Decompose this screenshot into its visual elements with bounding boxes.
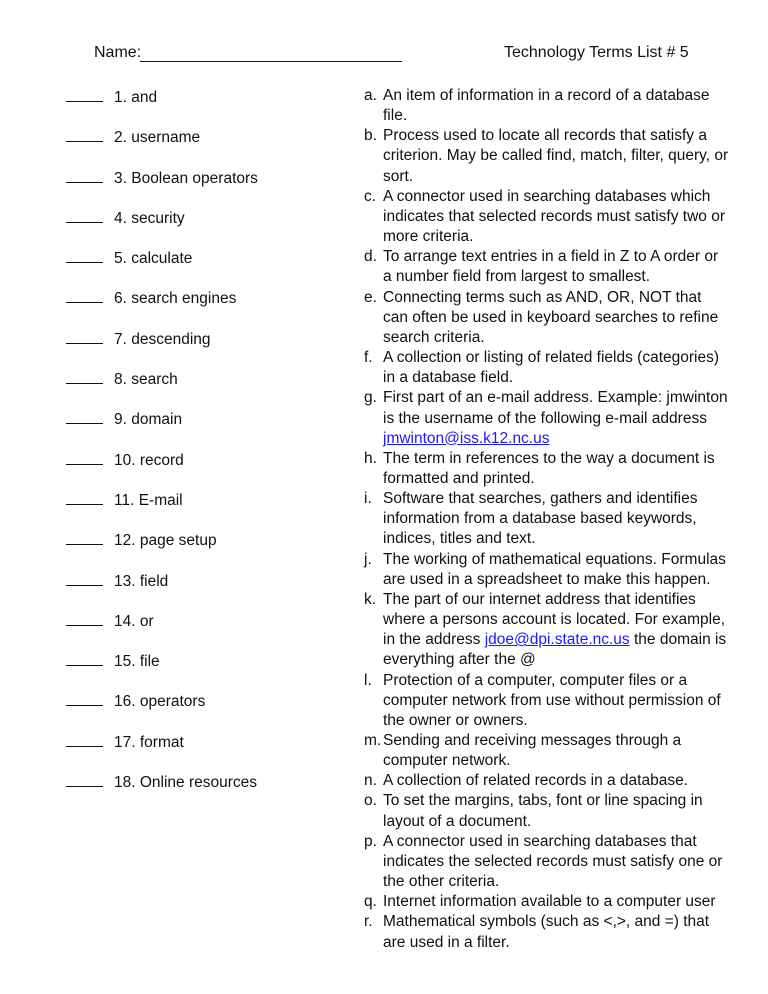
term-label: 11. E-mail bbox=[114, 491, 183, 509]
definition-item bbox=[364, 187, 729, 247]
answer-blank[interactable] bbox=[66, 207, 103, 223]
list-title: Technology Terms List # 5 bbox=[504, 44, 689, 61]
term-item bbox=[66, 771, 316, 811]
definition-item bbox=[364, 126, 729, 186]
definition-letter: d. bbox=[364, 248, 377, 266]
answer-blank[interactable] bbox=[66, 287, 103, 303]
term-item bbox=[66, 167, 316, 207]
email-link[interactable]: jmwinton@iss.k12.nc.us bbox=[383, 429, 550, 447]
definition-letter: k. bbox=[364, 590, 377, 608]
term-label: 2. username bbox=[114, 129, 201, 147]
definition-item bbox=[364, 892, 729, 912]
term-label: 3. Boolean operators bbox=[114, 169, 258, 187]
term-item bbox=[66, 408, 316, 448]
term-item bbox=[66, 449, 316, 489]
definition-letter: m. bbox=[364, 732, 382, 749]
name-blank-line[interactable] bbox=[140, 61, 402, 62]
term-item bbox=[66, 610, 316, 650]
term-label: 12. page setup bbox=[114, 532, 217, 550]
definition-item bbox=[364, 449, 729, 489]
definition-item bbox=[364, 348, 729, 388]
answer-blank[interactable] bbox=[66, 86, 103, 102]
definition-letter: f. bbox=[364, 349, 373, 367]
term-item bbox=[66, 368, 316, 408]
term-label: 15. file bbox=[114, 653, 160, 671]
term-label: 5. calculate bbox=[114, 250, 193, 268]
definition-text: Sending and receiving messages through a computer network. bbox=[383, 732, 682, 770]
definition-item bbox=[364, 731, 729, 771]
term-label: 17. format bbox=[114, 733, 184, 751]
term-item bbox=[66, 731, 316, 771]
answer-blank[interactable] bbox=[66, 690, 103, 706]
term-label: 7. descending bbox=[114, 330, 211, 348]
definition-item bbox=[364, 550, 729, 590]
definition-text: Protection of a computer, computer files or a computer network from use without permission of the owner or owners. bbox=[383, 671, 721, 729]
definition-letter: h. bbox=[364, 449, 377, 467]
answer-blank[interactable] bbox=[66, 529, 103, 545]
definition-letter: j. bbox=[364, 550, 372, 568]
definition-text-continued: the domain is everything after the @ bbox=[383, 631, 727, 669]
term-item bbox=[66, 529, 316, 569]
definition-text: To set the margins, tabs, font or line spacing in layout of a document. bbox=[383, 792, 703, 830]
definition-letter: n. bbox=[364, 772, 377, 790]
definition-letter: o. bbox=[364, 792, 377, 810]
answer-blank[interactable] bbox=[66, 126, 103, 142]
term-item bbox=[66, 126, 316, 166]
term-item bbox=[66, 489, 316, 529]
term-item bbox=[66, 328, 316, 368]
definition-letter: i. bbox=[364, 490, 372, 508]
definition-text: The part of our internet address that identifies where a persons account is located. For example, in the address bbox=[383, 590, 726, 649]
definition-letter: b. bbox=[364, 127, 377, 145]
definition-item bbox=[364, 832, 729, 892]
definition-item bbox=[364, 590, 729, 671]
term-label: 13. field bbox=[114, 572, 169, 590]
definition-text: Software that searches, gathers and identifies information from a database based keywords, indices, titles and text. bbox=[383, 490, 698, 548]
definition-item bbox=[364, 671, 729, 731]
definition-text: An item of information in a record of a database file. bbox=[383, 87, 710, 125]
definition-item bbox=[364, 247, 729, 287]
definition-item bbox=[364, 489, 729, 549]
definition-text: The working of mathematical equations. Formulas are used in a spreadsheet to make this happen. bbox=[383, 550, 726, 588]
term-label: 14. or bbox=[114, 612, 154, 630]
term-label: 6. search engines bbox=[114, 290, 237, 308]
definition-item bbox=[364, 388, 729, 448]
term-label: 16. operators bbox=[114, 693, 206, 711]
answer-blank[interactable] bbox=[66, 650, 103, 666]
definition-text: A connector used in searching databases that indicates the selected records must satisfy one or the other criteria. bbox=[383, 832, 723, 891]
definition-item bbox=[364, 86, 729, 126]
definition-item bbox=[364, 288, 729, 348]
answer-blank[interactable] bbox=[66, 489, 103, 505]
term-item bbox=[66, 650, 316, 690]
term-item bbox=[66, 247, 316, 287]
definition-letter: p. bbox=[364, 832, 377, 850]
term-label: 8. search bbox=[114, 371, 178, 389]
term-item bbox=[66, 86, 316, 126]
answer-blank[interactable] bbox=[66, 328, 103, 344]
term-label: 9. domain bbox=[114, 411, 183, 429]
definition-text: The term in references to the way a document is formatted and printed. bbox=[383, 449, 715, 487]
definition-text: Connecting terms such as AND, OR, NOT that can often be used in keyboard searches to refine search criteria. bbox=[383, 288, 719, 346]
email-link[interactable]: jdoe@dpi.state.nc.us bbox=[484, 631, 630, 649]
definition-letter: c. bbox=[364, 187, 377, 205]
definition-letter: q. bbox=[364, 893, 377, 911]
term-label: 4. security bbox=[114, 209, 185, 227]
definition-text: A collection or listing of related fields (categories) in a database field. bbox=[383, 349, 719, 387]
terms-list bbox=[66, 86, 316, 811]
definition-letter: l. bbox=[364, 671, 372, 689]
definition-letter: r. bbox=[364, 913, 373, 931]
definition-text: Internet information available to a computer user bbox=[383, 893, 716, 911]
term-item bbox=[66, 690, 316, 730]
definition-letter: g. bbox=[364, 389, 377, 407]
term-item bbox=[66, 207, 316, 247]
answer-blank[interactable] bbox=[66, 570, 103, 586]
worksheet-header bbox=[0, 44, 768, 66]
term-label: 1. and bbox=[114, 89, 158, 106]
term-label: 10. record bbox=[114, 451, 184, 469]
term-item bbox=[66, 570, 316, 610]
answer-blank[interactable] bbox=[66, 408, 103, 424]
definition-text: First part of an e-mail address. Example: jmwinton is the username of the following e-mail address bbox=[383, 389, 728, 427]
name-label: Name: bbox=[94, 44, 142, 61]
definition-text: To arrange text entries in a field in Z to A order or a number field from largest to smallest. bbox=[383, 248, 719, 286]
answer-blank[interactable] bbox=[66, 610, 103, 626]
definition-item bbox=[364, 771, 729, 791]
answer-blank[interactable] bbox=[66, 247, 103, 263]
term-item bbox=[66, 287, 316, 327]
definition-text: Process used to locate all records that satisfy a criterion. May be called find, match, filter, query, or sort. bbox=[383, 127, 729, 185]
definition-item bbox=[364, 912, 729, 952]
answer-blank[interactable] bbox=[66, 368, 103, 384]
definition-letter: e. bbox=[364, 288, 377, 306]
definition-item bbox=[364, 791, 729, 831]
definitions-list bbox=[364, 86, 729, 953]
term-label: 18. Online resources bbox=[114, 774, 258, 792]
answer-blank[interactable] bbox=[66, 167, 103, 183]
definition-text: A collection of related records in a database. bbox=[383, 772, 689, 790]
answer-blank[interactable] bbox=[66, 771, 103, 787]
definition-letter: a. bbox=[364, 87, 377, 104]
answer-blank[interactable] bbox=[66, 731, 103, 747]
definition-text: A connector used in searching databases which indicates that selected records must satisfy two or more criteria. bbox=[383, 187, 726, 246]
definition-text: Mathematical symbols (such as <,>, and =) that are used in a filter. bbox=[383, 913, 710, 951]
answer-blank[interactable] bbox=[66, 449, 103, 465]
